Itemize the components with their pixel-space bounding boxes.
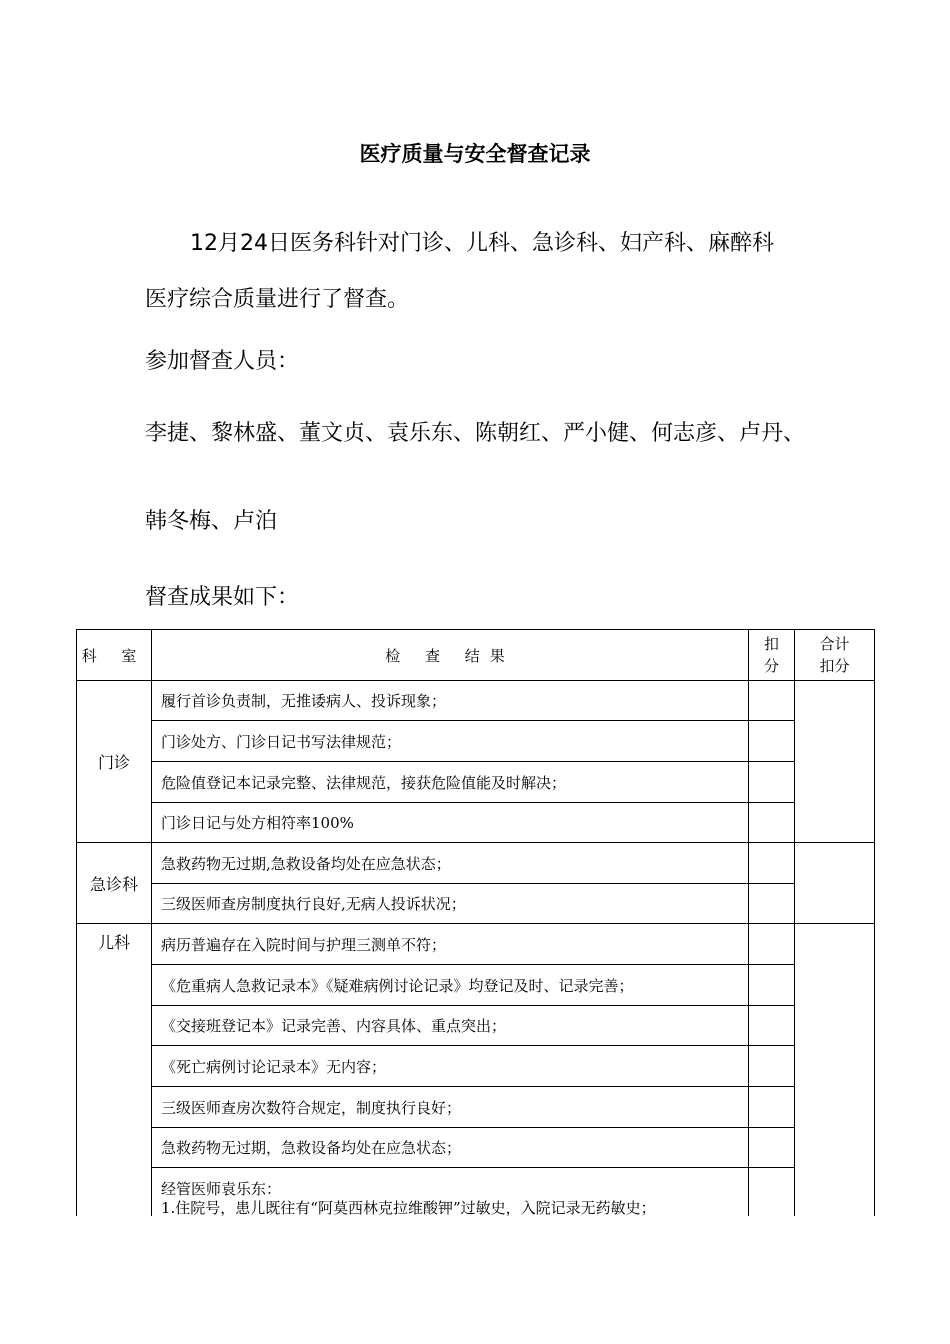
dept-outpatient: 门诊 xyxy=(77,681,152,843)
total-deduct-cell xyxy=(795,681,875,843)
total-deduct-cell xyxy=(795,924,875,1228)
result-cell: 病历普遍存在入院时间与护理三测单不符； xyxy=(152,924,749,965)
table-row xyxy=(77,1046,875,1087)
table-header-row xyxy=(77,630,875,681)
document-title: 医疗质量与安全督查记录 xyxy=(359,142,591,166)
deduct-cell xyxy=(749,681,795,721)
result-line: 1.住院号，患儿既往有“阿莫西林克拉维酸钾”过敏史，入院记录无药敏史； xyxy=(161,1198,656,1217)
deduct-cell xyxy=(749,1087,795,1128)
deduct-cell xyxy=(749,924,795,965)
result-cell: 急救药物无过期，急救设备均处在应急状态； xyxy=(152,1128,749,1168)
table-row xyxy=(77,1128,875,1168)
intro-line-2: 医疗综合质量进行了督查。 xyxy=(145,287,410,312)
dept-emergency: 急诊科 xyxy=(77,843,152,924)
result-cell: 三级医师查房次数符合规定，制度执行良好； xyxy=(152,1087,749,1128)
table-row xyxy=(77,843,875,884)
result-line: 经管医师袁乐东： xyxy=(161,1179,282,1198)
deduct-cell xyxy=(749,803,795,843)
result-cell: 《死亡病例讨论记录本》无内容； xyxy=(152,1046,749,1087)
table-row xyxy=(77,924,875,965)
deduct-cell xyxy=(749,965,795,1006)
deduct-cell xyxy=(749,1046,795,1087)
result-cell: 危险值登记本记录完整、法律规范，接获危险值能及时解决； xyxy=(152,762,749,803)
result-cell: 履行首诊负责制，无推诿病人、投诉现象； xyxy=(152,681,749,721)
table-row xyxy=(77,884,875,924)
result-cell: 三级医师查房制度执行良好,无病人投诉状况； xyxy=(152,884,749,924)
header-result: 检 查 结果 xyxy=(152,630,749,681)
deduct-cell xyxy=(749,1006,795,1046)
table-row xyxy=(77,1006,875,1046)
page-cutoff xyxy=(0,1216,950,1344)
result-cell: 门诊日记与处方相符率100% xyxy=(152,803,749,843)
audit-results-table xyxy=(76,629,875,1228)
deduct-cell xyxy=(749,843,795,884)
participants-label: 参加督查人员： xyxy=(145,349,300,374)
deduct-cell xyxy=(749,721,795,762)
participants-line-1: 李捷、黎林盛、董文贞、袁乐东、陈朝红、严小健、何志彦、卢丹、 xyxy=(145,421,806,446)
intro-line-1: 12月24日医务科针对门诊、儿科、急诊科、妇产科、麻醉科 xyxy=(190,231,774,256)
table-row xyxy=(77,965,875,1006)
result-cell: 《交接班登记本》记录完善、内容具体、重点突出； xyxy=(152,1006,749,1046)
result-cell: 《危重病人急救记录本》《疑难病例讨论记录》均登记及时、记录完善； xyxy=(152,965,749,1006)
table-row xyxy=(77,681,875,721)
header-total-deduct: 合计 扣分 xyxy=(795,630,875,681)
result-cell: 急救药物无过期,急救设备均处在应急状态； xyxy=(152,843,749,884)
result-cell: 门诊处方、门诊日记书写法律规范； xyxy=(152,721,749,762)
deduct-cell xyxy=(749,1128,795,1168)
table-row xyxy=(77,803,875,843)
total-deduct-cell xyxy=(795,843,875,924)
participants-line-2: 韩冬梅、卢泊 xyxy=(145,509,278,534)
header-deduct: 扣 分 xyxy=(749,630,795,681)
results-label: 督查成果如下： xyxy=(145,585,300,610)
deduct-cell xyxy=(749,762,795,803)
header-dept: 科 室 xyxy=(77,630,152,681)
table-row xyxy=(77,721,875,762)
table-row xyxy=(77,1087,875,1128)
dept-pediatrics: 儿科 xyxy=(77,924,152,1228)
table-row xyxy=(77,762,875,803)
deduct-cell xyxy=(749,884,795,924)
